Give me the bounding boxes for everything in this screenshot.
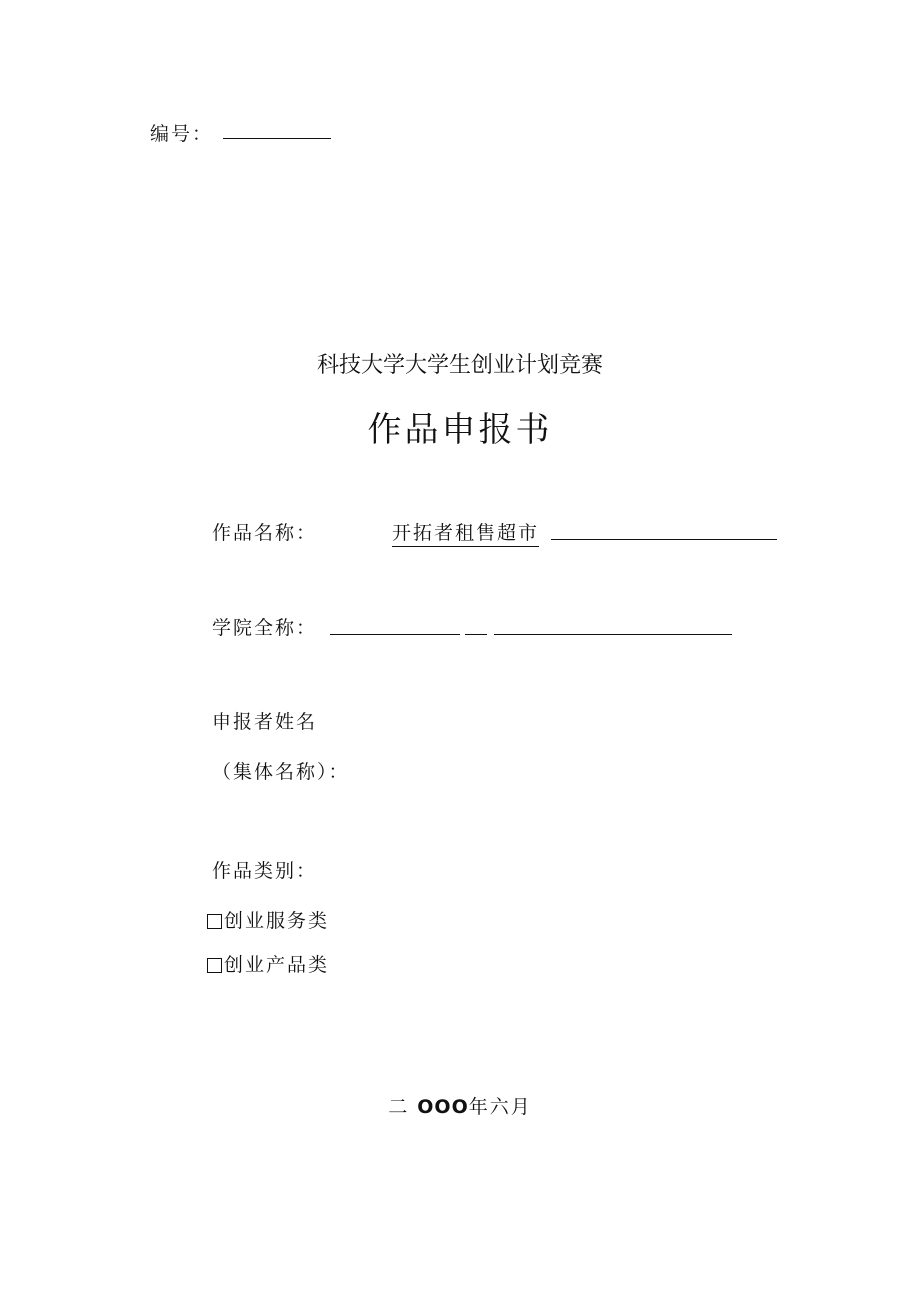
date-year: OOO	[417, 1096, 469, 1118]
serial-input-line[interactable]	[223, 138, 331, 139]
applicant-sub-label: （集体名称）：	[212, 761, 350, 783]
date-line	[0, 1092, 920, 1119]
applicant-label: 申报者姓名	[212, 711, 318, 733]
category-option-service[interactable]	[207, 906, 329, 933]
checkbox-icon[interactable]	[207, 958, 222, 973]
date-prefix: 二	[388, 1096, 410, 1118]
category-option-product[interactable]	[207, 950, 329, 977]
serial-label: 编号：	[150, 123, 214, 145]
college-label: 学院全称：	[212, 617, 318, 639]
competition-title: 科技大学大学生创业计划竞赛	[316, 353, 603, 378]
work-name-input-line[interactable]	[551, 539, 777, 540]
college-input-line-2[interactable]	[465, 634, 487, 635]
work-name-label: 作品名称：	[212, 522, 318, 544]
category-label: 作品类别：	[212, 860, 318, 882]
date-suffix: 年六月	[468, 1096, 532, 1118]
college-input-line-1[interactable]	[330, 634, 460, 635]
category-option-label: 创业服务类	[224, 910, 330, 932]
category-option-label: 创业产品类	[224, 954, 330, 976]
college-input-line-3[interactable]	[494, 634, 732, 635]
work-name-value: 开拓者租售超市	[392, 518, 539, 547]
document-title: 作品申报书	[367, 410, 553, 450]
checkbox-icon[interactable]	[207, 914, 222, 929]
